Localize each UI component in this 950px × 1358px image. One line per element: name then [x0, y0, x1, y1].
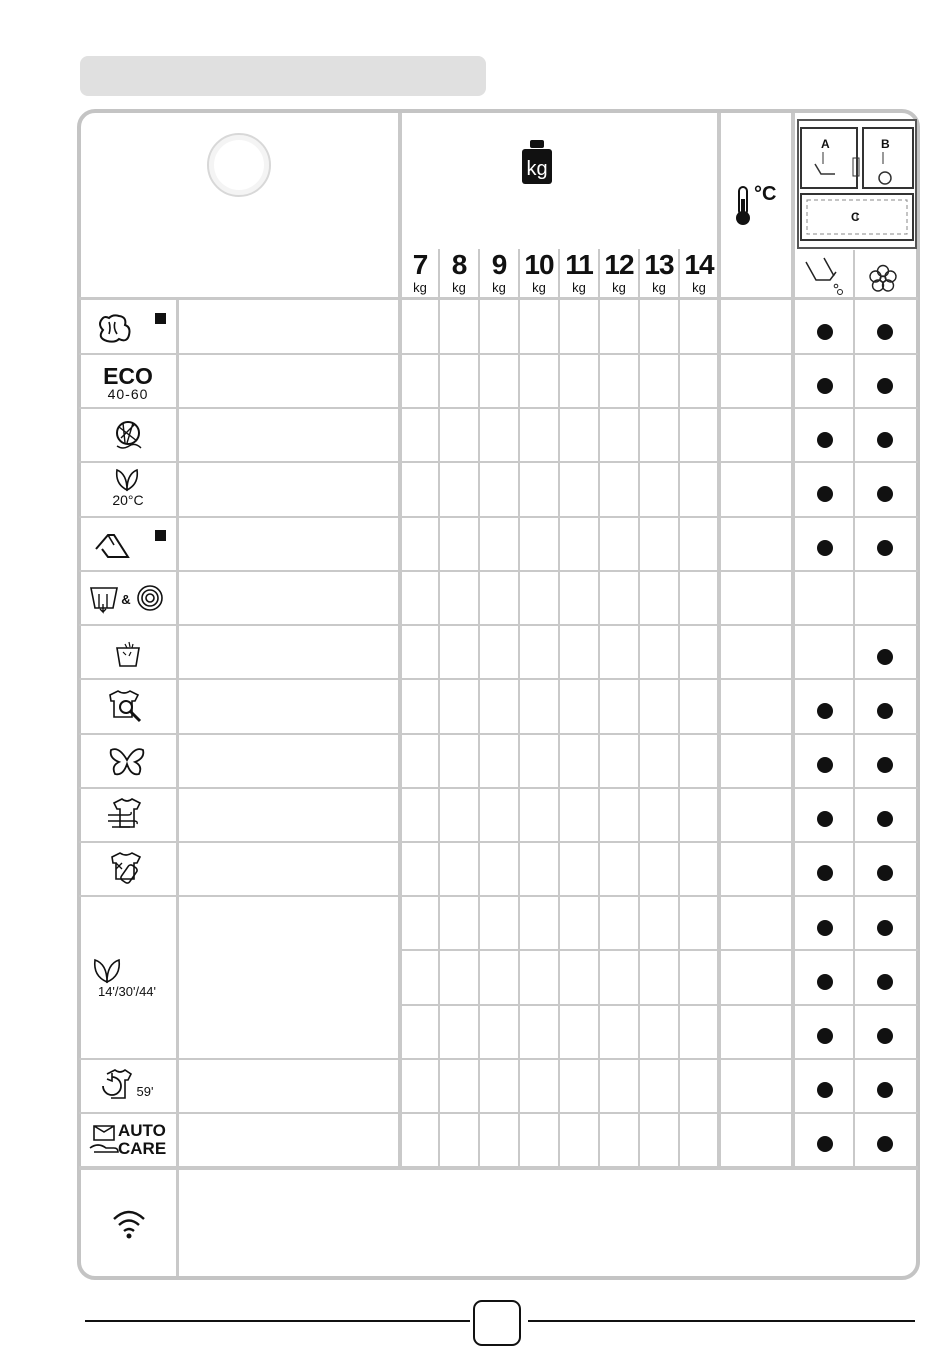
cotton-icon	[95, 312, 131, 344]
rapid-times-label: 14'/30'/44'	[97, 984, 157, 999]
softener-dot	[877, 1136, 893, 1152]
drawer-label-a: A	[821, 137, 830, 151]
delicates-icon	[108, 746, 146, 778]
load-column-divider	[518, 249, 520, 1168]
load-column-divider	[438, 249, 440, 1168]
load-column-unit: kg	[692, 280, 706, 295]
drain-icon	[89, 584, 119, 614]
icon-column-divider	[176, 299, 179, 1276]
page-number-box	[473, 1300, 521, 1346]
hygiene-icon	[108, 851, 148, 889]
load-column-unit: kg	[612, 280, 626, 295]
detergent-dot	[817, 703, 833, 719]
load-column-divider	[598, 249, 600, 1168]
leaf-20c-label: 20°C	[112, 492, 144, 508]
load-column-value: 13	[644, 249, 674, 280]
drawer-label-b: B	[881, 137, 890, 151]
load-column-value: 11	[565, 249, 593, 280]
detergent-dot	[817, 974, 833, 990]
detergent-dot	[817, 1028, 833, 1044]
stain-icon	[106, 689, 146, 725]
softener-dot	[877, 649, 893, 665]
softener-dot	[877, 757, 893, 773]
load-column-value: 14	[684, 249, 714, 280]
thermometer-icon	[734, 185, 752, 227]
mixed-59-label: 59'	[136, 1084, 154, 1099]
footer-rule-left	[85, 1320, 470, 1322]
detergent-dot	[817, 757, 833, 773]
detergent-dot	[817, 486, 833, 502]
load-column-unit: kg	[413, 280, 427, 295]
drawer-label-c: C	[851, 210, 860, 224]
load-column-value: 8	[451, 249, 467, 280]
detergent-drawer-diagram	[797, 118, 917, 250]
temp-drawer-divider	[791, 113, 795, 1168]
load-column-divider	[638, 249, 640, 1168]
compartment-divider	[853, 250, 855, 1168]
eco-range-label: 40-60	[107, 386, 149, 402]
weight-kg-icon	[520, 140, 554, 186]
load-column-unit: kg	[652, 280, 666, 295]
detergent-icon	[800, 254, 846, 296]
auto-label: AUTO	[118, 1121, 166, 1140]
detergent-dot	[817, 432, 833, 448]
program-marker	[155, 313, 166, 324]
care-label: CARE	[118, 1139, 167, 1158]
softener-dot	[877, 1082, 893, 1098]
rinse-icon	[115, 640, 141, 668]
svg-text:kg: kg	[526, 158, 548, 180]
load-column-unit: kg	[532, 280, 546, 295]
load-column-unit: kg	[572, 280, 586, 295]
load-column-value: 12	[604, 249, 634, 280]
detergent-dot	[817, 811, 833, 827]
program-dial-icon	[207, 133, 271, 197]
footer-rule-right	[528, 1320, 915, 1322]
softener-dot	[877, 540, 893, 556]
softener-dot	[877, 486, 893, 502]
rapid-leaf-icon	[92, 956, 122, 984]
softener-dot	[877, 865, 893, 881]
softener-dot	[877, 974, 893, 990]
load-column-unit: kg	[452, 280, 466, 295]
mixed-59-icon	[99, 1068, 133, 1100]
temperature-label: °C	[754, 183, 777, 205]
load-column-divider	[678, 249, 680, 1168]
auto-care-icon	[88, 1122, 120, 1158]
softener-dot	[877, 920, 893, 936]
softener-dot	[877, 811, 893, 827]
load-column-value: 10	[524, 249, 554, 280]
softener-icon	[868, 264, 898, 294]
wool-icon	[111, 418, 145, 452]
softener-dot	[877, 324, 893, 340]
load-column-divider	[478, 249, 480, 1168]
load-column-divider	[558, 249, 560, 1168]
detergent-dot	[817, 920, 833, 936]
refresh-icon	[106, 797, 148, 835]
detergent-dot	[817, 378, 833, 394]
softener-dot	[877, 1028, 893, 1044]
detergent-dot	[817, 865, 833, 881]
softener-dot	[877, 378, 893, 394]
wifi-icon	[111, 1208, 147, 1240]
softener-dot	[877, 703, 893, 719]
and-label: &	[121, 592, 131, 607]
softener-dot	[877, 432, 893, 448]
eco-label: ECO	[103, 363, 153, 389]
load-column-value: 9	[491, 249, 507, 280]
program-marker	[155, 530, 166, 541]
load-column-unit: kg	[492, 280, 506, 295]
spin-icon	[136, 584, 164, 612]
detergent-dot	[817, 324, 833, 340]
detergent-dot	[817, 540, 833, 556]
section-title-bar	[80, 56, 486, 96]
load-column-value: 7	[412, 249, 428, 280]
leaf-20c-icon	[114, 468, 140, 492]
synthetics-icon	[94, 531, 132, 559]
detergent-dot	[817, 1136, 833, 1152]
detergent-dot	[817, 1082, 833, 1098]
